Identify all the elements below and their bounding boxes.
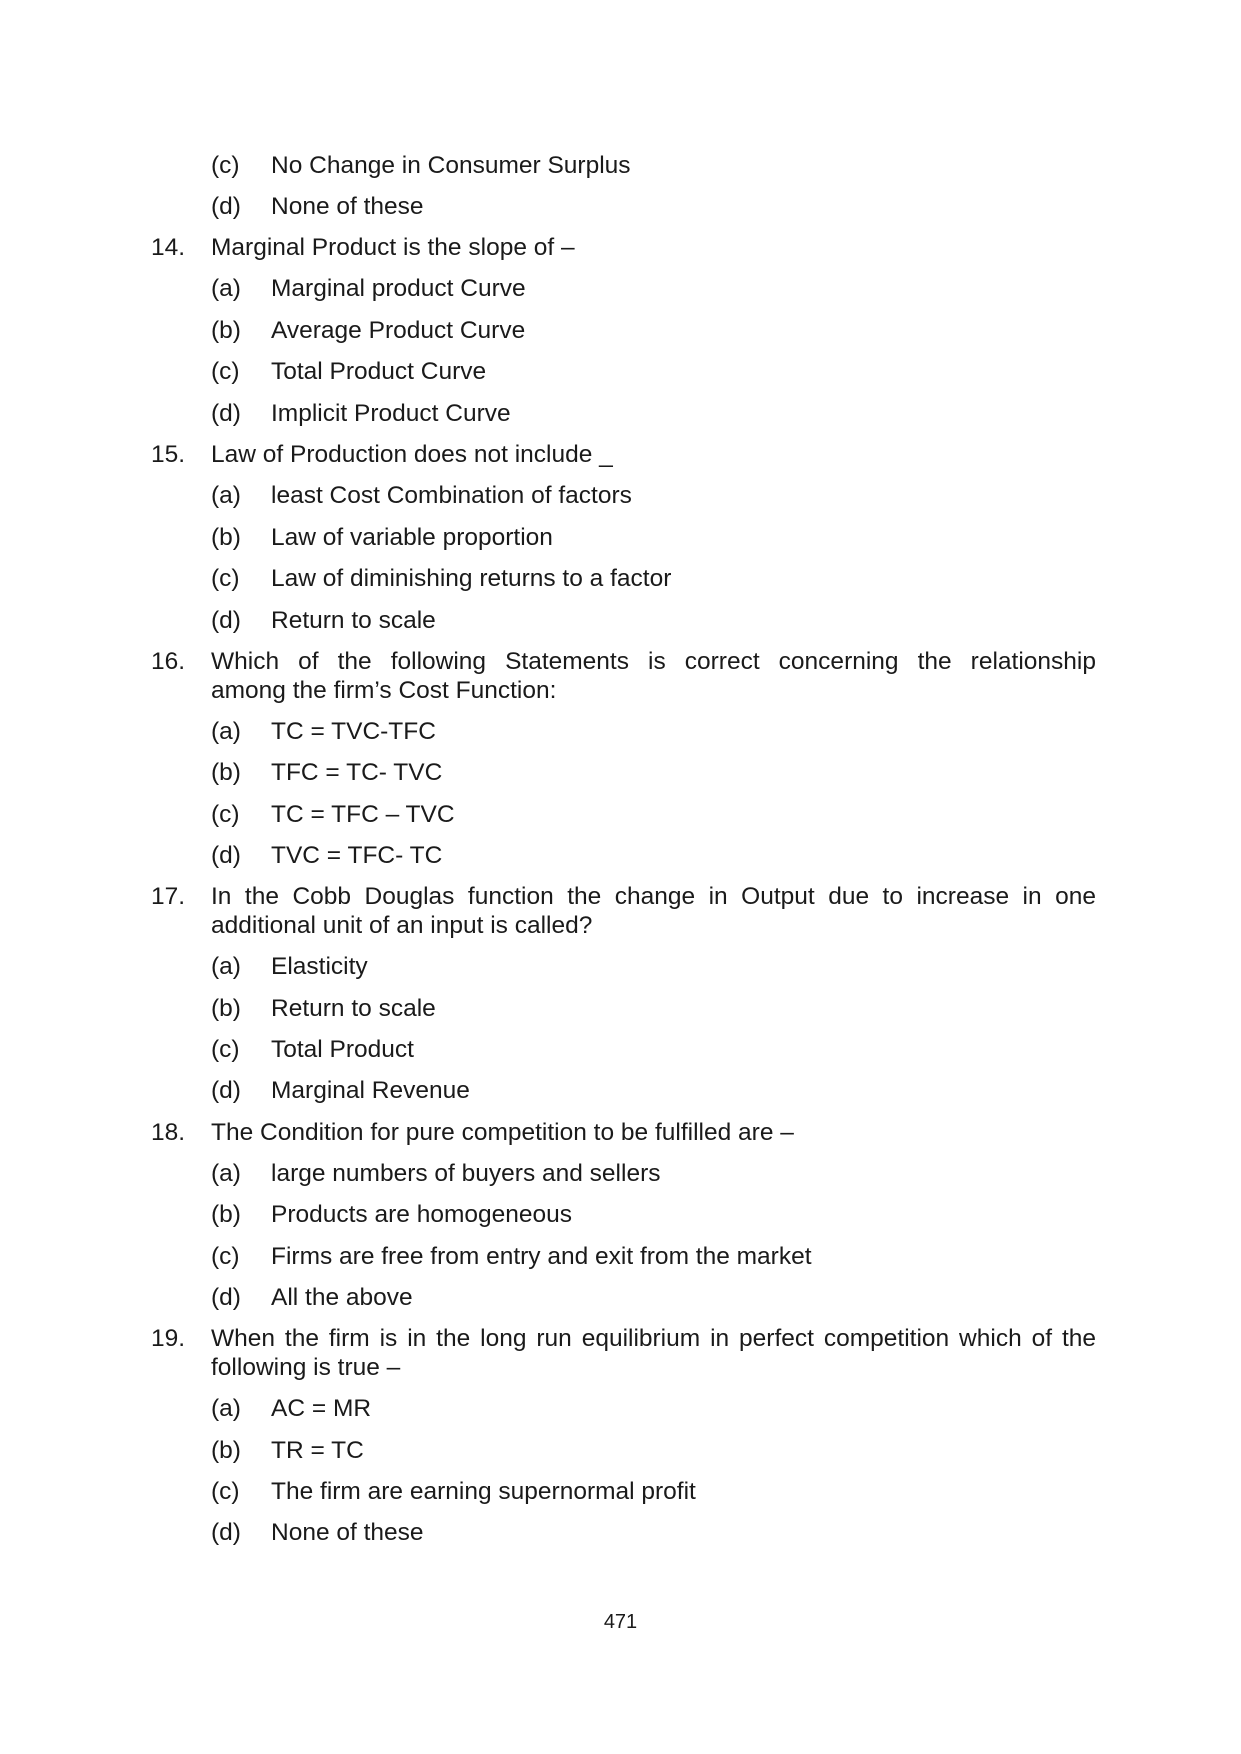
question-stem-cont: among the firm’s Cost Function: <box>211 677 557 704</box>
option-text: Implicit Product Curve <box>271 400 511 427</box>
option-text: TR = TC <box>271 1437 364 1464</box>
option-marker: (c) <box>211 1478 240 1505</box>
option-marker: (c) <box>211 152 240 179</box>
option-text: AC = MR <box>271 1395 372 1422</box>
option-text: Marginal Revenue <box>271 1077 470 1104</box>
option-marker: (d) <box>211 1519 241 1546</box>
option-text: least Cost Combination of factors <box>271 482 632 509</box>
option-text: All the above <box>271 1284 413 1311</box>
option-marker: (d) <box>211 400 241 427</box>
question-stem-cont: following is true – <box>211 1354 401 1381</box>
question-stem: In the Cobb Douglas function the change in Output due to increase in one <box>211 883 1096 910</box>
question-number: 15. <box>151 441 186 468</box>
option-text: None of these <box>271 193 424 220</box>
option-text: None of these <box>271 1519 424 1546</box>
option-marker: (b) <box>211 1201 241 1228</box>
question-number: 14. <box>151 234 186 261</box>
option-marker: (d) <box>211 1077 241 1104</box>
question-stem-cont: additional unit of an input is called? <box>211 912 593 939</box>
option-text: No Change in Consumer Surplus <box>271 152 631 179</box>
option-marker: (a) <box>211 275 241 302</box>
option-text: Firms are free from entry and exit from the market <box>271 1243 812 1270</box>
option-marker: (b) <box>211 759 241 786</box>
option-text: Marginal product Curve <box>271 275 526 302</box>
question-number: 16. <box>151 648 186 675</box>
option-text: TFC = TC- TVC <box>271 759 443 786</box>
question-number: 18. <box>151 1119 186 1146</box>
option-text: Average Product Curve <box>271 317 526 344</box>
option-text: Total Product Curve <box>271 358 487 385</box>
option-marker: (b) <box>211 1437 241 1464</box>
option-marker: (c) <box>211 801 240 828</box>
option-text: TC = TVC-TFC <box>271 718 436 745</box>
question-stem: Marginal Product is the slope of – <box>211 234 575 261</box>
question-stem: The Condition for pure competition to be fulfilled are – <box>211 1119 794 1146</box>
option-marker: (b) <box>211 995 241 1022</box>
option-text: Products are homogeneous <box>271 1201 572 1228</box>
option-marker: (c) <box>211 1036 240 1063</box>
option-text: Total Product <box>271 1036 414 1063</box>
option-marker: (a) <box>211 1395 241 1422</box>
option-marker: (a) <box>211 953 241 980</box>
option-text: Return to scale <box>271 995 436 1022</box>
option-marker: (d) <box>211 842 241 869</box>
option-marker: (b) <box>211 524 241 551</box>
option-marker: (d) <box>211 1284 241 1311</box>
option-text: large numbers of buyers and sellers <box>271 1160 661 1187</box>
option-marker: (d) <box>211 607 241 634</box>
option-marker: (c) <box>211 1243 240 1270</box>
option-marker: (a) <box>211 718 241 745</box>
option-marker: (c) <box>211 565 240 592</box>
option-text: TVC = TFC- TC <box>271 842 443 869</box>
option-marker: (c) <box>211 358 240 385</box>
option-text: Return to scale <box>271 607 436 634</box>
page-number: 471 <box>603 1611 638 1633</box>
option-marker: (a) <box>211 482 241 509</box>
option-text: The firm are earning supernormal profit <box>271 1478 696 1505</box>
option-text: Law of variable proportion <box>271 524 553 551</box>
question-stem: When the firm is in the long run equilibrium in perfect competition which of the <box>211 1325 1096 1352</box>
option-text: Elasticity <box>271 953 368 980</box>
option-marker: (a) <box>211 1160 241 1187</box>
question-number: 17. <box>151 883 186 910</box>
option-marker: (d) <box>211 193 241 220</box>
option-text: TC = TFC – TVC <box>271 801 455 828</box>
question-number: 19. <box>151 1325 186 1352</box>
option-marker: (b) <box>211 317 241 344</box>
option-text: Law of diminishing returns to a factor <box>271 565 672 592</box>
question-stem: Law of Production does not include _ <box>211 441 613 468</box>
question-stem: Which of the following Statements is correct concerning the relationship <box>211 648 1096 675</box>
